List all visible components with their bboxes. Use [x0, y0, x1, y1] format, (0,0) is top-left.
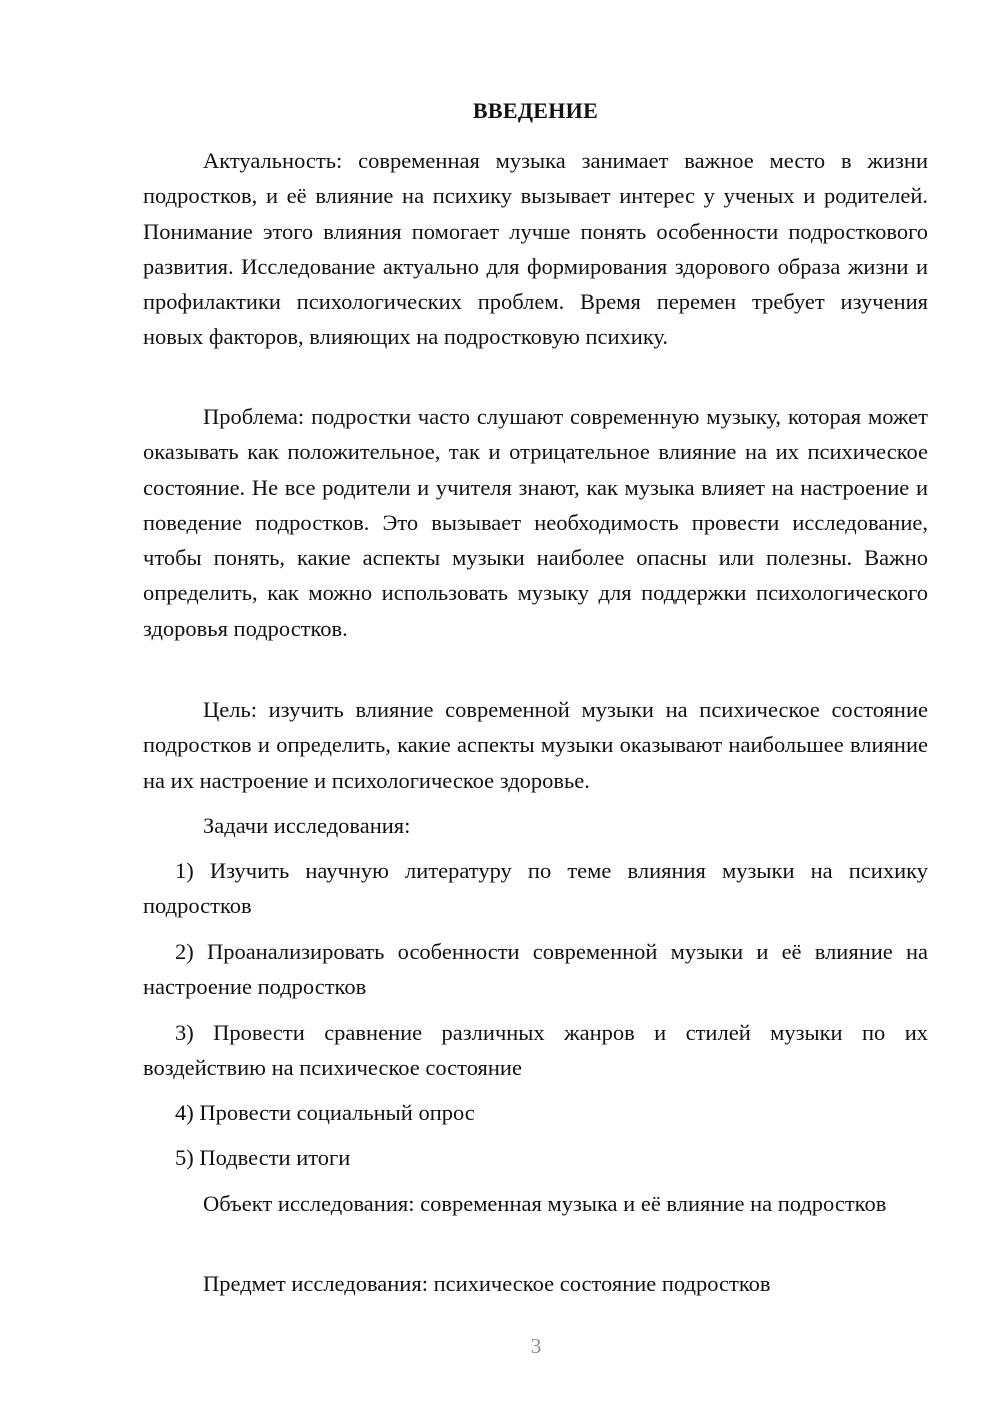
task-item-2: 2) Проанализировать особенности современной музыки и её влияние на настроение подростков	[143, 939, 928, 1000]
relevance-paragraph: Актуальность: современная музыка занимает важное место в жизни подростков, и её влияние на психику вызывает интерес у ученых и родителей. Понимание этого влияния помогает лучше понять особенности подросткового развития. Исследование актуально для формирования здорового образа жизни и профилактики психологических проблем. Время перемен требует изучения новых факторов, влияющих на подростковую психику.	[143, 148, 928, 350]
task-item-1: 1) Изучить научную литературу по теме влияния музыки на психику подростков	[143, 858, 928, 919]
subject-paragraph: Предмет исследования: психическое состояние подростков	[203, 1271, 771, 1296]
tasks-heading: Задачи исследования:	[203, 813, 411, 838]
page-number: 3	[530, 1334, 542, 1358]
goal-paragraph: Цель: изучить влияние современной музыки на психическое состояние подростков и определить, какие аспекты музыки оказывают наибольшее влияние на их настроение и психологическое здоровье.	[143, 697, 928, 793]
task-item-5: 5) Подвести итоги	[175, 1145, 351, 1170]
object-paragraph: Объект исследования: современная музыка и её влияние на подростков	[203, 1191, 887, 1216]
page-title: ВВЕДЕНИЕ	[472, 98, 599, 123]
task-item-3: 3) Провести сравнение различных жанров и стилей музыки по их воздействию на психическое состояние	[143, 1020, 928, 1081]
problem-paragraph: Проблема: подростки часто слушают современную музыку, которая может оказывать как положительное, так и отрицательное влияние на их психическое состояние. Не все родители и учителя знают, как музыка влияет на настроение и поведение подростков. Это вызывает необходимость провести исследование, чтобы понять, какие аспекты музыки наиболее опасны или полезны. Важно определить, как можно использовать музыку для поддержки психологического здоровья подростков.	[143, 404, 928, 641]
task-item-4: 4) Провести социальный опрос	[175, 1100, 475, 1125]
